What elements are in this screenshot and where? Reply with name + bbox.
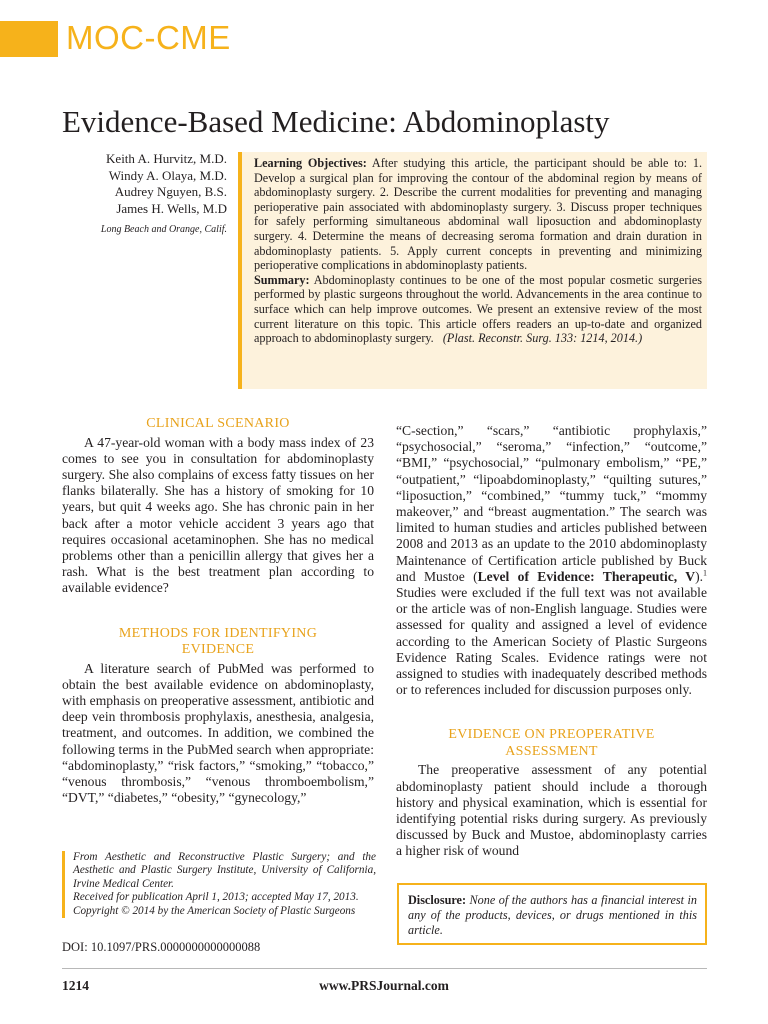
publication-dates: Received for publication April 1, 2013; accepted May 17, 2013.	[73, 891, 359, 904]
methods-heading	[62, 626, 374, 659]
author-name: Audrey Nguyen, B.S.	[114, 184, 227, 199]
article-citation: (Plast. Reconstr. Surg. 133: 1214, 2014.)	[442, 331, 643, 346]
methods-heading-line: METHODS FOR IDENTIFYING	[118, 625, 318, 641]
clinical-scenario-body: A 47-year-old woman with a body mass index of 23 comes to see you in consultation for abdominoplasty surgery. She also complains of excess fatty tissues on her flanks bilaterally. She has a history of smoking for 10 years, but quit 4 weeks ago. She has chronic pain in her back after a motor vehicle accident 3 years ago that requires occasional acetaminophen. She has no medical problems other than a penicillin allergy that gives her a rash. What is the best treatment plan according to available evidence?	[62, 434, 374, 596]
section-label: MOC-CME	[66, 19, 231, 56]
methods-body-continued	[396, 423, 707, 698]
summary-text: Abdominoplasty continues to be one of the most popular cosmetic surgeries performed by plastic surgeons throughout the world. Advancements in the area continue to surface which can help improve outcomes. We present an extensive review of the most current literature on this topic. This article offers readers an up-to-date and organized approach to abdominoplasty surgery.	[254, 272, 703, 346]
objectives-label: Learning Objectives:	[254, 156, 367, 170]
summary-label: Summary:	[254, 272, 310, 287]
objectives-text: After studying this article, the participant should be able to: 1. Develop a surgical plan for improving the contour of the abdominal region by means of abdominoplasty surgery. 2. Describe the current modalities for preventing and managing perioperative pain associated with abdominoplasty surgery. 3. Discuss proper techniques for safely performing simultaneous abdominal wall liposuction and abdominoplasty surgery. 4. Determine the means of decreasing seroma formation and drain duration in abdominoplasty patients. 5. Apply current concepts in preventing and minimizing perioperative complications in abdominoplasty patients.	[254, 156, 703, 273]
article-origin: From Aesthetic and Reconstructive Plastic Surgery; and the Aesthetic and Plastic Surgery Institute, University of California, Irvine Medical Center.	[73, 851, 376, 890]
preoperative-heading	[396, 727, 707, 760]
methods-text: Studies were excluded if the full text was not available or the article was of non-English language. Studies were assessed for quality and assigned a level of evidence according to the American Society of Plastic Surgeons Evidence Rating Scales. Evidence ratings were not assigned to studies with inadequately described methods or to references included for discussion purposes only.	[396, 585, 707, 698]
copyright: Copyright © 2014 by the American Society of Plastic Surgeons	[73, 904, 356, 917]
author-name: Windy A. Olaya, M.D.	[108, 167, 227, 183]
summary	[254, 273, 702, 346]
learning-objectives	[254, 156, 702, 273]
article-title: Evidence-Based Medicine: Abdominoplasty	[62, 104, 610, 139]
abstract-box	[238, 152, 707, 389]
disclosure-text: None of the authors has a financial interest in any of the products, devices, or drugs mentioned in this article.	[408, 893, 698, 937]
disclosure-box	[397, 883, 707, 945]
evidence-level: Level of Evidence: Therapeutic, V	[477, 568, 696, 584]
preoperative-heading-line: ASSESSMENT	[505, 743, 598, 759]
footer-divider	[62, 968, 707, 969]
author-list	[101, 151, 227, 239]
preoperative-heading-line: EVIDENCE ON PREOPERATIVE	[448, 727, 655, 743]
article-info-box	[62, 851, 376, 918]
author-name: Keith A. Hurvitz, M.D.	[106, 151, 227, 166]
doi: DOI: 10.1097/PRS.0000000000000088	[62, 940, 261, 954]
preoperative-body: The preoperative assessment of any potential abdominoplasty patient should include a thorough history and physical examination, which is essential for identifying potential risks during surgery. As previously discussed by Buck and Mustoe, abdominoplasty carries a higher risk of wound	[396, 762, 707, 859]
methods-text: “C-section,” “scars,” “antibiotic prophylaxis,” “psychosocial,” “seroma,” “infection,” “outcome,” “BMI,” “psychosocial,” “pulmonary embolism,” “PE,” “outpatient,” “lipoabdominoplasty,” “quilting sutures,” “liposuction,” “combined,” “tummy tuck,” “mommy makeover,” and “breast augmentation.” The search was limited to human studies and articles published between 2008 and 2013 as an update to the 2010 abdominoplasty Maintenance of Certification article published by Buck and Mustoe (	[396, 423, 707, 584]
journal-url: www.PRSJournal.com	[319, 978, 449, 993]
clinical-scenario-heading: CLINICAL SCENARIO	[146, 416, 290, 431]
left-column	[62, 416, 374, 806]
disclosure-label: Disclosure:	[408, 893, 466, 907]
header-accent-bar	[0, 21, 58, 57]
right-column	[396, 423, 707, 860]
reference-number: 1	[703, 568, 707, 578]
author-affiliation: Long Beach and Orange, Calif.	[100, 224, 227, 235]
page-number: 1214	[62, 978, 89, 993]
methods-heading-line: EVIDENCE	[181, 642, 255, 658]
methods-body: A literature search of PubMed was performed to obtain the best available evidence on abdominoplasty, with emphasis on preoperative assessment, antibiotic and deep vein thrombosis prophylaxis, anesthesia, analgesia, treatment, and outcomes. In addition, we combined the following terms in the PubMed search when appropriate: “abdominoplasty,” “risk factors,” “smoking,” “tobacco,” “venous thrombosis,” “venous thromboembolism,” “DVT,” “diabetes,” “obesity,” “gynecology,”	[62, 660, 374, 806]
methods-text: ).	[695, 568, 703, 584]
author-name: James H. Wells, M.D	[116, 200, 227, 216]
